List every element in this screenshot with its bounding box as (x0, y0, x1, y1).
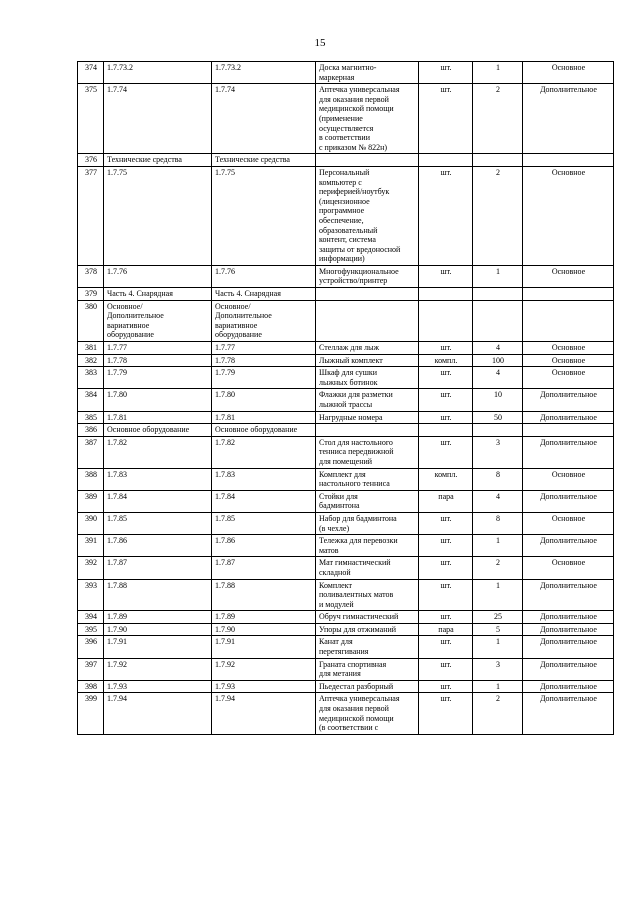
row-code: 1.7.85 (104, 512, 212, 534)
row-quantity: 1 (473, 636, 523, 658)
row-number: 388 (78, 468, 104, 490)
row-unit: шт. (419, 658, 473, 680)
row-code-duplicate: 1.7.81 (212, 411, 316, 424)
table-row (78, 636, 614, 658)
row-unit (419, 300, 473, 341)
row-quantity: 50 (473, 411, 523, 424)
row-item-name: Стойки для бадминтона (316, 490, 419, 512)
row-quantity: 10 (473, 389, 523, 411)
row-unit: шт. (419, 342, 473, 355)
row-code: 1.7.92 (104, 658, 212, 680)
row-equipment-type: Основное (523, 354, 614, 367)
row-quantity: 1 (473, 265, 523, 287)
row-item-name: Нагрудные номера (316, 411, 419, 424)
row-number: 394 (78, 611, 104, 624)
row-code-duplicate: 1.7.82 (212, 436, 316, 468)
row-code-duplicate: Основное/ Дополнительное вариативное оборудование (212, 300, 316, 341)
row-code: 1.7.80 (104, 389, 212, 411)
row-item-name: Обруч гимнастический (316, 611, 419, 624)
row-number: 384 (78, 389, 104, 411)
table-row (78, 680, 614, 693)
row-number: 375 (78, 84, 104, 154)
row-unit (419, 154, 473, 167)
row-item-name: Стол для настольного тенниса передвижной для помещений (316, 436, 419, 468)
row-item-name (316, 154, 419, 167)
row-unit: шт. (419, 436, 473, 468)
row-equipment-type: Дополнительное (523, 680, 614, 693)
row-unit: шт. (419, 512, 473, 534)
row-equipment-type (523, 300, 614, 341)
row-equipment-type: Дополнительное (523, 693, 614, 734)
row-item-name: Флажки для разметки лыжной трассы (316, 389, 419, 411)
row-item-name (316, 288, 419, 301)
row-number: 395 (78, 623, 104, 636)
table-row (78, 300, 614, 341)
row-number: 377 (78, 166, 104, 265)
row-unit (419, 288, 473, 301)
row-equipment-type: Дополнительное (523, 411, 614, 424)
table-row (78, 490, 614, 512)
row-code: 1.7.81 (104, 411, 212, 424)
row-equipment-type: Дополнительное (523, 658, 614, 680)
row-code: 1.7.84 (104, 490, 212, 512)
row-item-name: Персональный компьютер с периферией/ноутбук (лицензионное программное обеспечение, образовательный контент, система защиты от вредоносной информации) (316, 166, 419, 265)
row-code: 1.7.86 (104, 535, 212, 557)
row-item-name: Набор для бадминтона (в чехле) (316, 512, 419, 534)
row-code: Основное/ Дополнительное вариативное оборудование (104, 300, 212, 341)
row-item-name: Доска магнитно- маркерная (316, 62, 419, 84)
row-item-name: Мат гимнастический складной (316, 557, 419, 579)
row-quantity: 8 (473, 512, 523, 534)
table-row (78, 424, 614, 437)
row-quantity: 2 (473, 557, 523, 579)
row-quantity: 1 (473, 62, 523, 84)
row-code: 1.7.73.2 (104, 62, 212, 84)
row-code: 1.7.78 (104, 354, 212, 367)
row-number: 380 (78, 300, 104, 341)
row-equipment-type: Основное (523, 367, 614, 389)
row-number: 387 (78, 436, 104, 468)
table-row (78, 512, 614, 534)
row-item-name: Комплект для настольного тенниса (316, 468, 419, 490)
table-row (78, 389, 614, 411)
row-number: 389 (78, 490, 104, 512)
table-row (78, 367, 614, 389)
row-code: 1.7.87 (104, 557, 212, 579)
row-equipment-type: Дополнительное (523, 611, 614, 624)
row-code: 1.7.90 (104, 623, 212, 636)
row-equipment-type: Основное (523, 468, 614, 490)
row-code-duplicate: Технические средства (212, 154, 316, 167)
row-code-duplicate: 1.7.91 (212, 636, 316, 658)
table-row (78, 265, 614, 287)
row-code-duplicate: 1.7.75 (212, 166, 316, 265)
row-unit: шт. (419, 265, 473, 287)
row-quantity: 1 (473, 680, 523, 693)
row-code-duplicate: 1.7.78 (212, 354, 316, 367)
row-item-name: Комплект поливалентных матов и модулей (316, 579, 419, 611)
table-row (78, 623, 614, 636)
row-number: 386 (78, 424, 104, 437)
row-code: 1.7.89 (104, 611, 212, 624)
row-code-duplicate: 1.7.77 (212, 342, 316, 355)
row-code: 1.7.88 (104, 579, 212, 611)
table-row (78, 579, 614, 611)
row-number: 391 (78, 535, 104, 557)
row-number: 393 (78, 579, 104, 611)
row-unit: шт. (419, 389, 473, 411)
row-number: 381 (78, 342, 104, 355)
row-unit: шт. (419, 636, 473, 658)
table-row (78, 535, 614, 557)
row-equipment-type: Дополнительное (523, 389, 614, 411)
row-unit: шт. (419, 367, 473, 389)
row-equipment-type: Дополнительное (523, 84, 614, 154)
row-unit: шт. (419, 680, 473, 693)
row-unit: шт. (419, 557, 473, 579)
row-item-name: Тележка для перевозки матов (316, 535, 419, 557)
row-unit: пара (419, 490, 473, 512)
row-equipment-type: Основное (523, 166, 614, 265)
page-number: 15 (314, 37, 326, 49)
row-code-duplicate: 1.7.76 (212, 265, 316, 287)
row-code-duplicate: 1.7.73.2 (212, 62, 316, 84)
row-code-duplicate: 1.7.89 (212, 611, 316, 624)
row-code-duplicate: 1.7.88 (212, 579, 316, 611)
table-row (78, 342, 614, 355)
row-equipment-type: Дополнительное (523, 490, 614, 512)
row-code-duplicate: Основное оборудование (212, 424, 316, 437)
row-item-name (316, 300, 419, 341)
row-code-duplicate: Часть 4. Снарядная (212, 288, 316, 301)
row-code: 1.7.93 (104, 680, 212, 693)
table-row (78, 611, 614, 624)
row-quantity (473, 300, 523, 341)
row-code-duplicate: 1.7.74 (212, 84, 316, 154)
row-unit: компл. (419, 354, 473, 367)
row-item-name (316, 424, 419, 437)
table-row (78, 84, 614, 154)
row-number: 382 (78, 354, 104, 367)
row-quantity: 4 (473, 490, 523, 512)
row-code-duplicate: 1.7.85 (212, 512, 316, 534)
row-code-duplicate: 1.7.83 (212, 468, 316, 490)
row-quantity: 3 (473, 658, 523, 680)
row-unit: шт. (419, 611, 473, 624)
row-number: 383 (78, 367, 104, 389)
row-unit: шт. (419, 579, 473, 611)
row-equipment-type: Основное (523, 62, 614, 84)
row-quantity: 3 (473, 436, 523, 468)
equipment-table (77, 61, 614, 735)
row-number: 399 (78, 693, 104, 734)
row-quantity: 1 (473, 579, 523, 611)
row-unit: шт. (419, 411, 473, 424)
table-row (78, 411, 614, 424)
row-quantity: 4 (473, 342, 523, 355)
row-number: 390 (78, 512, 104, 534)
row-unit: шт. (419, 166, 473, 265)
row-item-name: Пьедестал разборный (316, 680, 419, 693)
row-quantity: 5 (473, 623, 523, 636)
row-number: 374 (78, 62, 104, 84)
row-quantity: 1 (473, 535, 523, 557)
row-equipment-type: Основное (523, 557, 614, 579)
row-quantity: 25 (473, 611, 523, 624)
row-item-name: Граната спортивная для метания (316, 658, 419, 680)
row-code-duplicate: 1.7.86 (212, 535, 316, 557)
row-quantity: 8 (473, 468, 523, 490)
row-equipment-type: Дополнительное (523, 636, 614, 658)
row-item-name: Шкаф для сушки лыжных ботинок (316, 367, 419, 389)
table-row (78, 658, 614, 680)
row-code: 1.7.91 (104, 636, 212, 658)
row-equipment-type (523, 424, 614, 437)
row-number: 398 (78, 680, 104, 693)
row-unit (419, 424, 473, 437)
row-item-name: Аптечка универсальная для оказания первой медицинской помощи (применение осуществляется в соответствии с приказом № 822н) (316, 84, 419, 154)
table-row (78, 166, 614, 265)
row-item-name: Стеллаж для лыж (316, 342, 419, 355)
row-unit: шт. (419, 535, 473, 557)
row-code: 1.7.77 (104, 342, 212, 355)
table-row (78, 62, 614, 84)
row-number: 396 (78, 636, 104, 658)
row-number: 378 (78, 265, 104, 287)
row-equipment-type: Дополнительное (523, 436, 614, 468)
row-item-name: Лыжный комплект (316, 354, 419, 367)
row-equipment-type (523, 288, 614, 301)
row-quantity: 2 (473, 166, 523, 265)
row-equipment-type (523, 154, 614, 167)
row-number: 397 (78, 658, 104, 680)
row-code-duplicate: 1.7.93 (212, 680, 316, 693)
row-number: 385 (78, 411, 104, 424)
row-code: 1.7.94 (104, 693, 212, 734)
table-row (78, 468, 614, 490)
row-code-duplicate: 1.7.84 (212, 490, 316, 512)
row-code: Технические средства (104, 154, 212, 167)
row-number: 376 (78, 154, 104, 167)
row-item-name: Многофункциональное устройство/принтер (316, 265, 419, 287)
row-unit: пара (419, 623, 473, 636)
row-equipment-type: Дополнительное (523, 535, 614, 557)
row-code: 1.7.82 (104, 436, 212, 468)
table-row (78, 288, 614, 301)
row-unit: шт. (419, 84, 473, 154)
row-code: Основное оборудование (104, 424, 212, 437)
row-code-duplicate: 1.7.80 (212, 389, 316, 411)
row-equipment-type: Основное (523, 342, 614, 355)
table-row (78, 693, 614, 734)
table-row (78, 436, 614, 468)
row-quantity (473, 288, 523, 301)
table-row (78, 354, 614, 367)
table-row (78, 154, 614, 167)
row-item-name: Упоры для отжиманий (316, 623, 419, 636)
equipment-table-body (78, 62, 614, 735)
row-code: 1.7.79 (104, 367, 212, 389)
table-row (78, 557, 614, 579)
row-code-duplicate: 1.7.79 (212, 367, 316, 389)
row-quantity (473, 154, 523, 167)
row-code-duplicate: 1.7.94 (212, 693, 316, 734)
row-code: 1.7.76 (104, 265, 212, 287)
row-code: Часть 4. Снарядная (104, 288, 212, 301)
row-equipment-type: Основное (523, 512, 614, 534)
row-code-duplicate: 1.7.87 (212, 557, 316, 579)
row-unit: шт. (419, 693, 473, 734)
row-quantity: 2 (473, 693, 523, 734)
row-number: 392 (78, 557, 104, 579)
row-code: 1.7.74 (104, 84, 212, 154)
row-quantity: 100 (473, 354, 523, 367)
row-quantity: 4 (473, 367, 523, 389)
row-code-duplicate: 1.7.92 (212, 658, 316, 680)
row-item-name: Канат для перетягивания (316, 636, 419, 658)
row-number: 379 (78, 288, 104, 301)
row-quantity: 2 (473, 84, 523, 154)
row-unit: компл. (419, 468, 473, 490)
row-equipment-type: Дополнительное (523, 623, 614, 636)
row-code: 1.7.83 (104, 468, 212, 490)
row-code-duplicate: 1.7.90 (212, 623, 316, 636)
row-equipment-type: Дополнительное (523, 579, 614, 611)
row-equipment-type: Основное (523, 265, 614, 287)
row-unit: шт. (419, 62, 473, 84)
row-item-name: Аптечка универсальная для оказания первой медицинской помощи (в соответствии с (316, 693, 419, 734)
row-code: 1.7.75 (104, 166, 212, 265)
row-quantity (473, 424, 523, 437)
